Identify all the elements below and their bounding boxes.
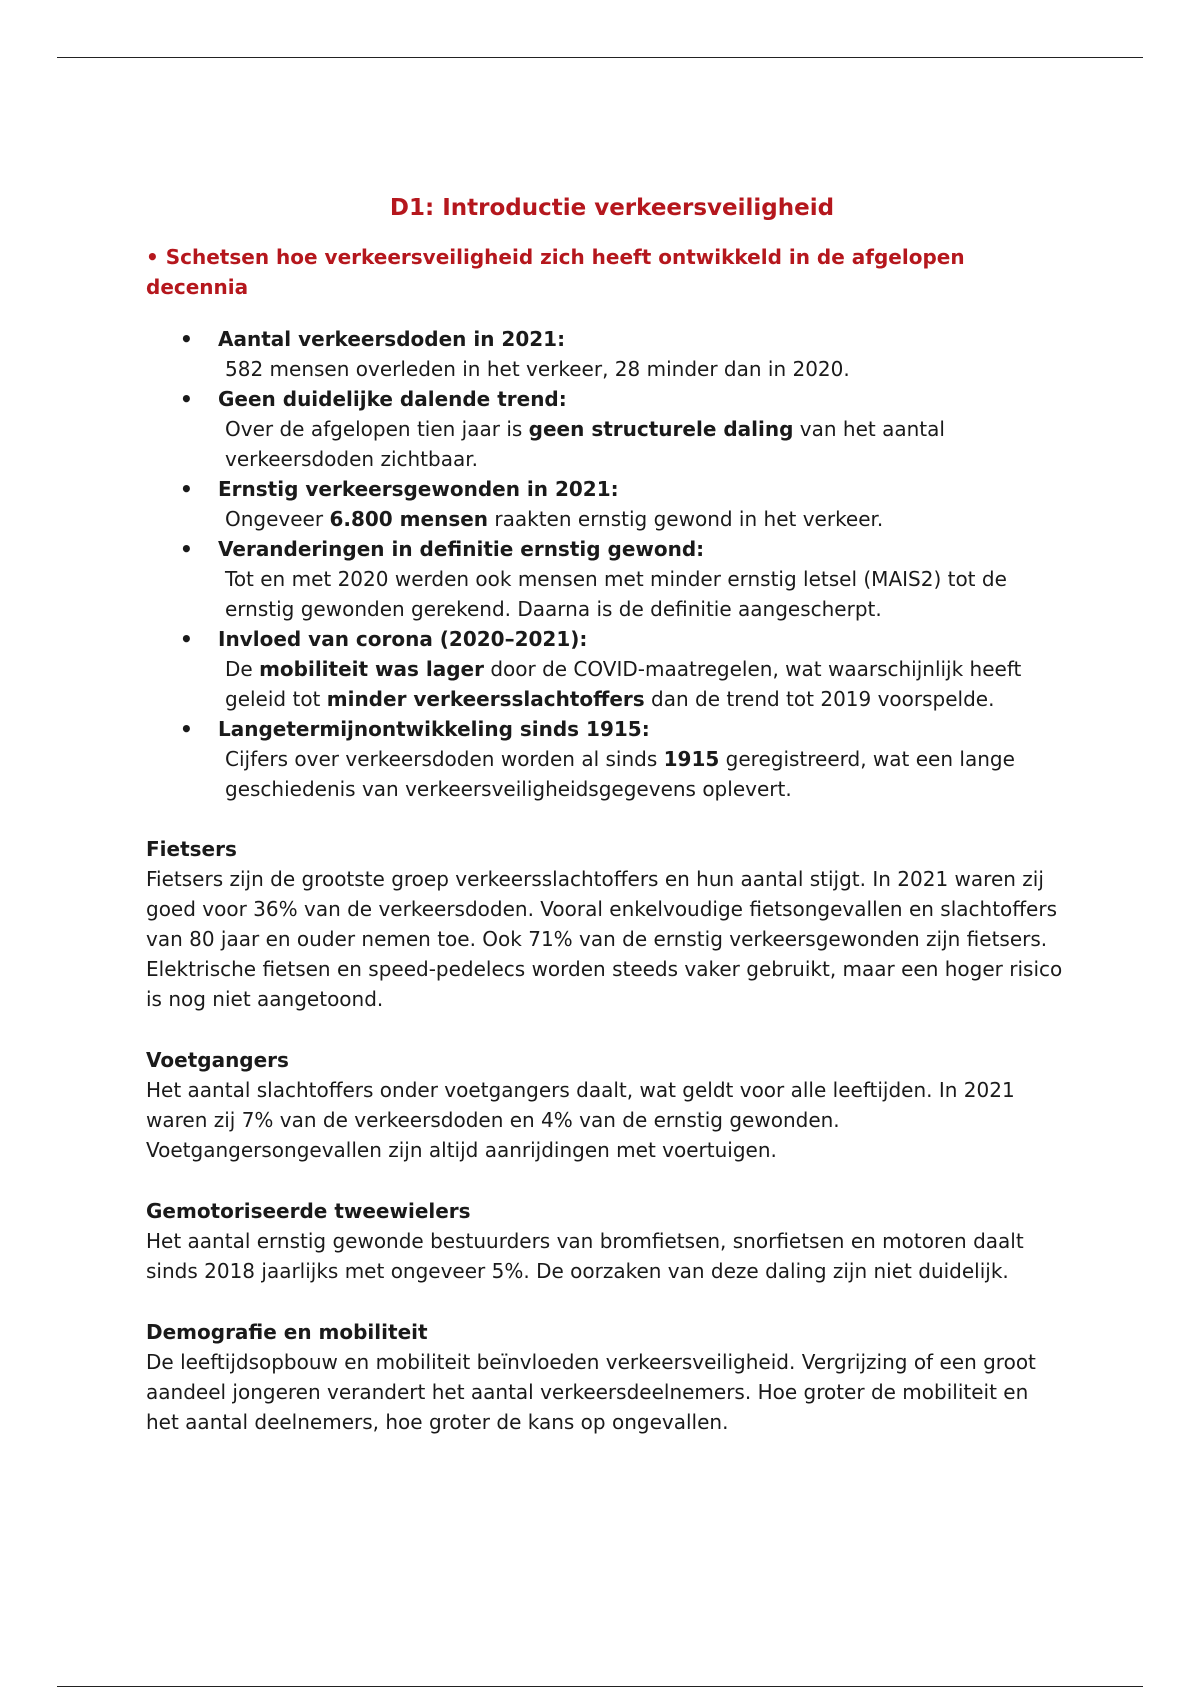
key-point-heading: Ernstig verkeersgewonden in 2021: <box>218 477 619 501</box>
key-point-heading: Langetermijnontwikkeling sinds 1915: <box>218 717 650 741</box>
section-heading: Voetgangers <box>146 1048 289 1072</box>
key-point-heading: Veranderingen in definitie ernstig gewond: <box>218 537 705 561</box>
key-point-heading: Aantal verkeersdoden in 2021: <box>218 327 566 351</box>
footer-rule <box>57 1686 1143 1687</box>
bullet-icon: • <box>180 327 193 351</box>
section-gemotoriseerde-tweewielers <box>146 1196 1066 1286</box>
key-point-heading: Invloed van corona (2020–2021): <box>218 627 588 651</box>
key-point-body: Cijfers over verkeersdoden worden al sinds 1915 geregistreerd, wat een lange geschiedenis van verkeersveiligheidsgegevens oplevert. <box>225 747 1015 801</box>
key-point <box>146 624 1066 714</box>
key-point <box>146 714 1066 804</box>
key-point-heading: Geen duidelijke dalende trend: <box>218 387 567 411</box>
key-point <box>146 384 1066 474</box>
section-text: De leeftijdsopbouw en mobiliteit beïnvloeden verkeersveiligheid. Vergrijzing of een groot aandeel jongeren verandert het aantal verkeersdeelnemers. Hoe groter de mobiliteit en het aantal deelnemers, hoe groter de kans op ongevallen. <box>146 1350 1036 1434</box>
section-voetgangers <box>146 1045 1066 1165</box>
bullet-icon: • <box>180 477 193 501</box>
section-heading: Gemotoriseerde tweewielers <box>146 1199 471 1223</box>
document-title: D1: Introductie verkeersveiligheid <box>389 195 835 221</box>
key-point-body: Tot en met 2020 werden ook mensen met minder ernstig letsel (MAIS2) tot de ernstig gewonden gerekend. Daarna is de definitie aangescherpt. <box>225 567 1007 621</box>
key-point-body: 582 mensen overleden in het verkeer, 28 minder dan in 2020. <box>225 357 850 381</box>
key-points-list <box>146 324 1066 804</box>
section-heading: Fietsers <box>146 837 237 861</box>
key-point <box>146 324 1066 384</box>
header-rule <box>57 57 1143 58</box>
key-point-body: Ongeveer 6.800 mensen raakten ernstig gewond in het verkeer. <box>225 507 884 531</box>
bullet-icon: • <box>180 537 193 561</box>
section-text: Het aantal slachtoffers onder voetgangers daalt, wat geldt voor alle leeftijden. In 2021 waren zij 7% van de verkeersdoden en 4% van de ernstig gewonden. Voetgangersongevallen zijn altijd aanrijdingen met voertuigen. <box>146 1078 1015 1162</box>
bullet-icon: • <box>180 387 193 411</box>
document-body <box>146 187 1066 1437</box>
section-heading: Demografie en mobiliteit <box>146 1320 428 1344</box>
key-point-body: De mobiliteit was lager door de COVID-maatregelen, wat waarschijnlijk heeft geleid tot minder verkeersslachtoffers dan de trend tot 2019 voorspelde. <box>225 657 1022 711</box>
key-point <box>146 474 1066 534</box>
section-text: Het aantal ernstig gewonde bestuurders van bromfietsen, snorfietsen en motoren daalt sinds 2018 jaarlijks met ongeveer 5%. De oorzaken van deze daling zijn niet duidelijk. <box>146 1229 1024 1283</box>
bullet-icon: • <box>180 717 193 741</box>
learning-objective: • Schetsen hoe verkeersveiligheid zich heeft ontwikkeld in de afgelopen decennia <box>146 245 965 299</box>
section-demografie-en-mobiliteit <box>146 1317 1066 1437</box>
key-point-body: Over de afgelopen tien jaar is geen structurele daling van het aantal verkeersdoden zichtbaar. <box>225 417 945 471</box>
section-fietsers <box>146 834 1066 1014</box>
key-point <box>146 534 1066 624</box>
section-text: Fietsers zijn de grootste groep verkeersslachtoffers en hun aantal stijgt. In 2021 waren zij goed voor 36% van de verkeersdoden. Vooral enkelvoudige fietsongevallen en slachtoffers van 80 jaar en ouder nemen toe. Ook 71% van de ernstig verkeersgewonden zijn fietsers. Elektrische fietsen en speed-pedelecs worden steeds vaker gebruikt, maar een hoger risico is nog niet aangetoond. <box>146 867 1063 1011</box>
bullet-icon: • <box>180 627 193 651</box>
